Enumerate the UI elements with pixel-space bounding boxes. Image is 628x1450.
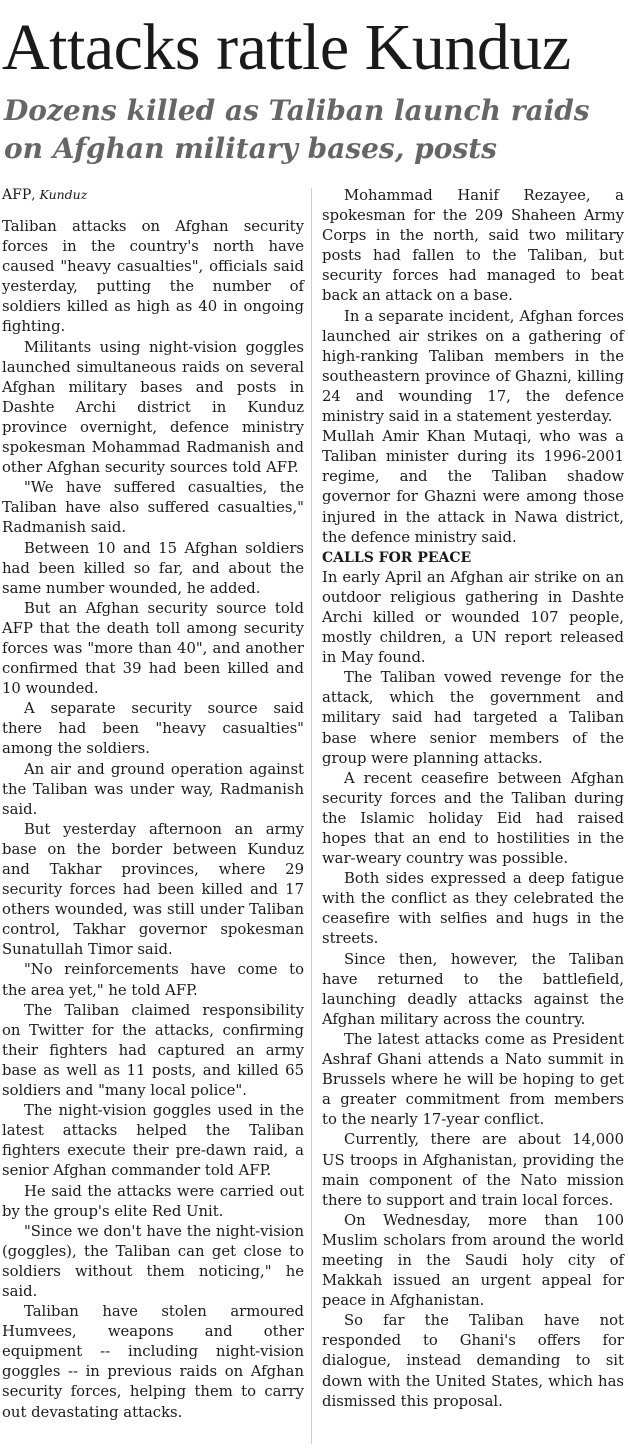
byline-location: Kunduz [39, 187, 88, 202]
paragraph: Mohammad Hanif Rezayee, a spokesman for the 209 Shaheen Army Corps in the north, said two military posts had fallen to the Taliban, but security forces had managed to beat back an attack on a base. [322, 187, 624, 305]
byline: AFP, Kunduz [2, 187, 88, 203]
paragraph: A recent ceasefire between Afghan security forces and the Taliban during the Islamic holiday Eid had raised hopes that an end to hostilities in the war-weary country was possible. [322, 769, 624, 868]
article-column-2 [322, 186, 624, 1412]
paragraph: Taliban attacks on Afghan security forces in the country's north have caused "heavy casualties", officials said yesterday, putting the number of soldiers killed as high as 40 in ongoing fighting. [2, 218, 304, 336]
article-column-1 [2, 186, 304, 1423]
paragraph: Mullah Amir Khan Mutaqi, who was a Taliban minister during its 1996-2001 regime, and the Taliban shadow governor for Ghazni were among those injured in the attack in Nawa district, the defence ministry said. [322, 428, 624, 546]
paragraph: Taliban have stolen armoured Humvees, weapons and other equipment -- including night-vision goggles -- in previous raids on Afghan security forces, helping them to carry out devastating attacks. [2, 1303, 304, 1421]
paragraph: Currently, there are about 14,000 US troops in Afghanistan, providing the main component of the Nato mission there to support and train local forces. [322, 1131, 624, 1209]
paragraph: In early April an Afghan air strike on an outdoor religious gathering in Dashte Archi killed or wounded 107 people, mostly children, a UN report released in May found. [322, 568, 624, 667]
paragraph: Between 10 and 15 Afghan soldiers had been killed so far, and about the same number wounded, he added. [2, 539, 304, 597]
paragraph: On Wednesday, more than 100 Muslim scholars from around the world meeting in the Saudi holy city of Makkah issued an urgent appeal for peace in Afghanistan. [322, 1211, 624, 1310]
paragraph: The night-vision goggles used in the latest attacks helped the Taliban fighters execute their pre-dawn raid, a senior Afghan commander told AFP. [2, 1102, 304, 1180]
paragraph: "Since we don't have the night-vision (goggles), the Taliban can get close to soldiers without them noticing," he said. [2, 1222, 304, 1300]
paragraph: So far the Taliban have not responded to Ghani's offers for dialogue, instead demanding to sit down with the United States, which has dismissed this proposal. [322, 1312, 624, 1410]
paragraph: But yesterday afternoon an army base on the border between Kunduz and Takhar provinces, where 29 security forces had been killed and 17 others wounded, was still under Taliban control, Takhar governor spokesman Sunatullah Timor said. [2, 820, 304, 959]
paragraph: "We have suffered casualties, the Taliban have also suffered casualties," Radmanish said. [2, 479, 304, 537]
paragraph: The latest attacks come as President Ashraf Ghani attends a Nato summit in Brussels where he will be hoping to get a greater commitment from members to the nearly 17-year conflict. [322, 1030, 624, 1129]
section-heading: CALLS FOR PEACE [322, 549, 472, 566]
paragraph: "No reinforcements have come to the area yet," he told AFP. [2, 961, 304, 999]
paragraph: The Taliban claimed responsibility on Twitter for the attacks, confirming their fighters had captured an army base as well as 11 posts, and killed 65 soldiers and "many local police". [2, 1001, 304, 1100]
paragraph: An air and ground operation against the Taliban was under way, Radmanish said. [2, 760, 304, 818]
column-divider [311, 188, 312, 1444]
paragraph: The Taliban vowed revenge for the attack, which the government and military said had targeted a Taliban base where senior members of the group were planning attacks. [322, 669, 624, 767]
paragraph: A separate security source said there had been "heavy casualties" among the soldiers. [2, 700, 304, 758]
paragraph: In a separate incident, Afghan forces launched air strikes on a gathering of high-ranking Taliban members in the southeastern province of Ghazni, killing 24 and wounding 17, the defence ministry said in a statement yesterday. [322, 307, 624, 426]
paragraph: But an Afghan security source told AFP that the death toll among security forces was "more than 40", and another confirmed that 39 had been killed and 10 wounded. [2, 599, 304, 698]
paragraph: Militants using night-vision goggles launched simultaneous raids on several Afghan military bases and posts in Dashte Archi district in Kunduz province overnight, defence ministry spokesman Mohammad Radmanish and other Afghan security sources told AFP. [2, 338, 304, 477]
paragraph: Both sides expressed a deep fatigue with the conflict as they celebrated the ceasefire with selfies and hugs in the streets. [322, 870, 624, 948]
byline-agency: AFP [2, 187, 32, 203]
headline: Attacks rattle Kunduz [2, 11, 571, 84]
paragraph: He said the attacks were carried out by the group's elite Red Unit. [2, 1182, 304, 1220]
paragraph: Since then, however, the Taliban have returned to the battlefield, launching deadly attacks against the Afghan military across the country. [322, 950, 624, 1028]
subheadline: Dozens killed as Taliban launch raids on Afghan military bases, posts [4, 94, 590, 165]
